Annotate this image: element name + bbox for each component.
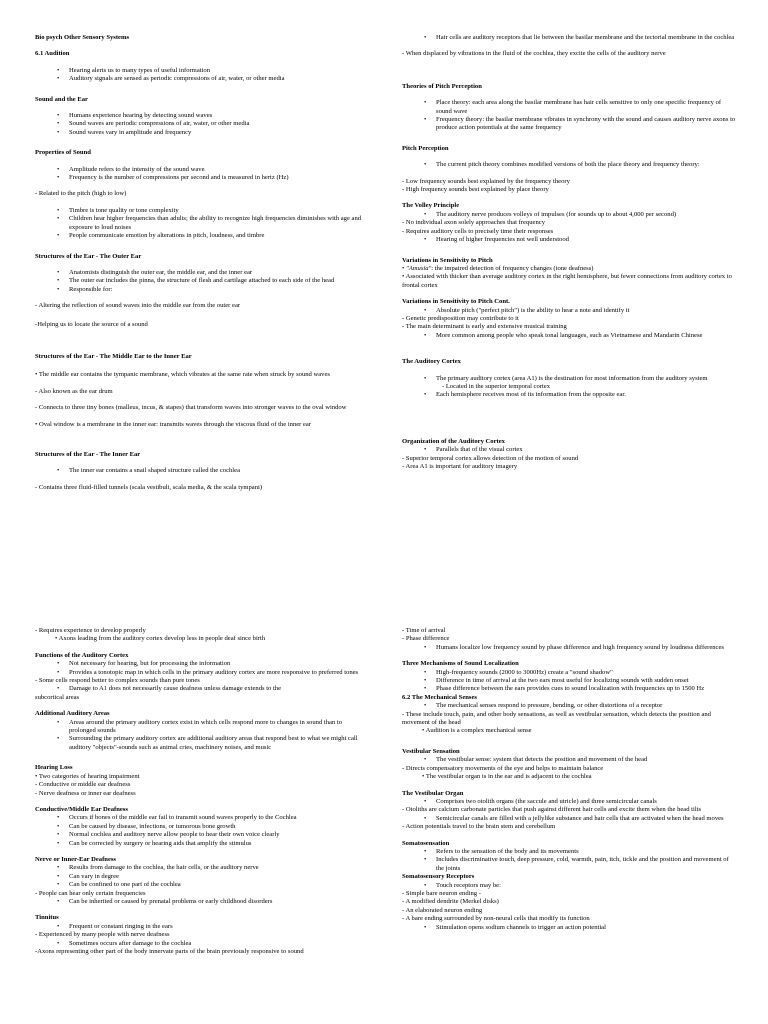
text-line: subcortical areas xyxy=(35,693,80,701)
list-item: • Sound waves are periodic compressions of air, water, or other media xyxy=(35,120,365,128)
text-line: - Related to the pitch (high to low) xyxy=(35,190,127,198)
right-bottom-column xyxy=(402,627,736,932)
text-line: - People can hear only certain frequencies xyxy=(35,889,146,897)
outer-ear-list xyxy=(35,269,365,294)
text-line: - Time of arrival xyxy=(402,627,446,634)
list-item: • Place theory: each area along the basilar membrane has hair cells sensitive to only one specific frequency of sound wave xyxy=(402,99,736,116)
variations-cont-list-2 xyxy=(402,332,736,340)
list-item: • Parallels that of the visual cortex xyxy=(402,446,736,454)
text-line: • Associated with thicker than average auditory cortex in the right hemisphere, but fewer connections from auditory cortex to frontal cortex xyxy=(402,273,732,289)
text-line: - Connects to three tiny bones (malleus, incus, & stapes) that transform waves into stronger waves to the oval window xyxy=(35,404,347,412)
heading-organization: Organization of the Auditory Cortex xyxy=(402,437,505,445)
nerve-list-2 xyxy=(35,898,365,906)
amusia-definition: : the impaired detection of frequency changes (tone deafness) xyxy=(431,264,594,272)
list-item: • Timbre is tone quality or tone complexity xyxy=(35,207,365,215)
heading-variations: Variations in Sensitivity to Pitch xyxy=(402,256,493,264)
text-line: -Axons representing other part of the body innervate parts of the brain previously responsive to sound xyxy=(35,948,304,955)
left-bottom-column xyxy=(35,627,365,956)
text-line: - Genetic predisposition may contribute to it xyxy=(402,314,519,322)
conductive-list xyxy=(35,814,365,848)
heading-inner-ear: Structures of the Ear - The Inner Ear xyxy=(35,450,141,458)
heading-vestibular: Vestibular Sensation xyxy=(402,747,460,755)
heading-additional: Additional Auditory Areas xyxy=(35,710,110,718)
left-top-column xyxy=(35,34,365,492)
vestibular-organ-list-2 xyxy=(402,815,736,823)
cortex-list-2 xyxy=(402,391,736,399)
list-item: • The vestibular sense: system that detects the position and movement of the head xyxy=(402,756,736,764)
list-item: • Refers to the sensation of the body and its movements xyxy=(402,848,736,856)
text-line: • The vestibular organ is in the ear and is adjacent to the cochlea xyxy=(422,773,592,781)
pitch-perception-list xyxy=(402,161,736,169)
list-item: • Includes discriminative touch, deep pressure, cold, warmth, pain, itch, tickle and the position and movement of the joints xyxy=(402,856,736,873)
cortex-list xyxy=(402,375,736,383)
list-item: • Damage to A1 does not necessarily cause deafness unless damage extends to the xyxy=(35,685,365,693)
list-item: • Can vary in degree xyxy=(35,873,365,881)
organization-list xyxy=(402,446,736,454)
receptors-list xyxy=(402,882,736,890)
text-line: - Conductive or middle ear deafness xyxy=(35,781,131,789)
variations-cont-list xyxy=(402,307,736,315)
vestibular-list xyxy=(402,756,736,764)
amusia-term: "Amusia" xyxy=(405,264,432,272)
text-line: - Action potentials travel to the brain stem and cerebellum xyxy=(402,823,556,831)
list-item: • Frequency theory: the basilar membrane vibrates in synchrony with the sound and causes auditory nerve axons to produce action potentials at the same frequency xyxy=(402,116,736,133)
list-item: • More common among people who speak tonal languages, such as Vietnamese and Mandarin Chinese xyxy=(402,332,736,340)
list-item: • Hearing of higher frequencies not well understood xyxy=(402,236,736,244)
list-item: • Normal cochlea and auditory nerve allow people to hear their own voice clearly xyxy=(35,831,365,839)
list-item: • Semicircular canals are filled with a jellylike substance and hair cells that are activated when the head moves xyxy=(402,815,736,823)
text-line: - Contains three fluid-filled tunnels (scala vestibuli, scala media, & the scala tympani) xyxy=(35,483,263,491)
text-line: - Nerve deafness or inner ear deafness xyxy=(35,789,136,797)
list-item: • Each hemisphere receives most of its information from the opposite ear. xyxy=(402,391,736,399)
text-line: - Phase difference xyxy=(402,635,450,643)
pitch-theories-list xyxy=(402,99,736,133)
text-line: - The main determinant is early and extensive musical training xyxy=(402,323,567,331)
heading-hearing-loss: Hearing Loss xyxy=(35,764,73,772)
list-item: • Areas around the primary auditory cortex exist in which cells respond more to changes in sound than to prolonged sounds xyxy=(35,719,365,736)
heading-three-mechanisms: Three Mechanisms of Sound Localization xyxy=(402,660,519,668)
text-line: - High frequency sounds best explained by place theory xyxy=(402,186,549,194)
heading-conductive: Conductive/Middle Ear Deafness xyxy=(35,805,128,813)
inner-ear-list xyxy=(35,467,365,475)
text-line: - A modified dendrite (Merkel disks) xyxy=(402,898,499,906)
list-item: • Frequent or constant ringing in the ears xyxy=(35,923,365,931)
list-item: • Frequency is the number of compressions per second and is measured in hertz (Hz) xyxy=(35,174,365,182)
volley-list-2 xyxy=(402,236,736,244)
list-item: • Children hear higher frequencies than adults; the ability to recognize high frequencies diminishes with age and exposure to loud noises xyxy=(35,215,365,232)
heading-properties: Properties of Sound xyxy=(35,149,91,157)
heading-functions: Functions of the Auditory Cortex xyxy=(35,651,129,659)
text-line: - Altering the reflection of sound waves into the middle ear from the outer ear xyxy=(35,302,241,310)
heading-audition: 6.1 Audition xyxy=(35,50,70,58)
list-item: • Auditory signals are sensed as periodic compressions of air, water, or other media xyxy=(35,75,365,83)
list-item: • Not necessary for hearing, but for processing the information xyxy=(35,660,365,668)
list-item: • Provides a tonotopic map in which cells in the primary auditory cortex are more responsive to preferred tones xyxy=(35,669,365,677)
list-item: • People communicate emotion by alterations in pitch, loudness, and timbre xyxy=(35,232,365,240)
text-line: - Otoliths are calcium carbonate particles that push against different hair cells and excite them when the head tilts xyxy=(402,806,702,814)
list-item: • Humans localize low frequency sound by phase difference and high frequency sound by loudness differences xyxy=(402,644,736,652)
volley-list xyxy=(402,211,736,219)
heading-middle-ear: Structures of the Ear - The Middle Ear to the Inner Ear xyxy=(35,352,192,360)
additional-list xyxy=(35,719,365,753)
list-item: • High-frequency sounds (2000 to 3000Hz) create a "sound shadow" xyxy=(402,669,736,677)
list-item: • Sometimes occurs after damage to the cochlea xyxy=(35,940,365,948)
list-item: • Sound waves vary in amplitude and frequency xyxy=(35,129,365,137)
text-line: - Requires experience to develop properly xyxy=(35,627,146,634)
list-item: • The auditory nerve produces volleys of impulses (for sounds up to about 4,000 per second) xyxy=(402,211,736,219)
list-item: • The mechanical senses respond to pressure, bending, or other distortions of a receptor xyxy=(402,702,736,710)
heading-vestibular-organ: The Vestibular Organ xyxy=(402,789,464,797)
vestibular-organ-list xyxy=(402,798,736,806)
properties-list-2 xyxy=(35,207,365,241)
intro-list xyxy=(402,644,736,652)
heading-somatosensation: Somatosensation xyxy=(402,839,450,847)
text-line: • The middle ear contains the tympanic membrane, which vibrates at the same rate when struck by sound waves xyxy=(35,371,330,379)
somatosensation-list xyxy=(402,848,736,873)
heading-outer-ear: Structures of the Ear - The Outer Ear xyxy=(35,252,142,260)
text-line: • Audition is a complex mechanical sense xyxy=(422,727,532,735)
heading-sound-ear: Sound and the Ear xyxy=(35,95,88,103)
list-item: • Touch receptors may be: xyxy=(402,882,736,890)
list-item: • The primary auditory cortex (area A1) is the destination for most information from the auditory system xyxy=(402,375,736,383)
list-item: • Difference in time of arrival at the two ears most useful for localizing sounds with sudden onset xyxy=(402,677,736,685)
tinnitus-list xyxy=(35,923,365,931)
heading-receptors: Somatosensory Receptors xyxy=(402,873,475,881)
text-line: • Two categories of hearing impairment xyxy=(35,772,140,780)
text-line: - Also known as the ear drum xyxy=(35,387,113,395)
tinnitus-list-2 xyxy=(35,940,365,948)
functions-list-2 xyxy=(35,685,365,693)
right-top-column xyxy=(402,34,736,471)
text-line: - Low frequency sounds best explained by the frequency theory xyxy=(402,177,570,185)
list-item: • Results from damage to the cochlea, the hair cells, or the auditory nerve xyxy=(35,864,365,872)
list-item: • Can be confined to one part of the cochlea xyxy=(35,881,365,889)
three-mechanisms-list xyxy=(402,669,736,694)
list-item: • Anatomists distinguish the outer ear, the middle ear, and the inner ear xyxy=(35,269,365,277)
text-line: - Directs compensatory movements of the eye and helps to maintain balance xyxy=(402,764,604,772)
list-item: • The current pitch theory combines modified versions of both the place theory and frequency theory: xyxy=(402,161,736,169)
text-line: - An elaborated neuron ending xyxy=(402,906,483,914)
heading-pitch-theories: Theories of Pitch Perception xyxy=(402,82,482,90)
properties-list xyxy=(35,166,365,183)
list-item: • Hearing alerts us to many types of useful information xyxy=(35,67,365,75)
text-line: • Oval window is a membrane in the inner ear: transmits waves through the viscous fluid of the inner ear xyxy=(35,420,312,428)
list-item: • Comprises two otolith organs (the saccule and utricle) and three semicircular canals xyxy=(402,798,736,806)
text-line: -Helping us to locate the source of a sound xyxy=(35,320,148,328)
list-item: • Can be corrected by surgery or hearing aids that amplify the stimulus xyxy=(35,840,365,848)
list-item: • Hair cells are auditory receptors that lie between the basilar membrane and the tectorial membrane in the cochlea xyxy=(402,34,736,42)
heading-pitch-perception: Pitch Perception xyxy=(402,144,449,152)
list-item: • Amplitude refers to the intensity of the sound wave xyxy=(35,166,365,174)
sound-ear-list xyxy=(35,112,365,137)
list-item: • Absolute pitch ("perfect pitch") is the ability to hear a note and identify it xyxy=(402,307,736,315)
text-line: - Requires auditory cells to precisely time their responses xyxy=(402,227,554,235)
heading-nerve: Nerve or Inner-Ear Deafness xyxy=(35,855,117,863)
text-line: - When displaced by vibrations in the fluid of the cochlea, they excite the cells of the auditory nerve xyxy=(402,50,666,58)
list-item: • Surrounding the primary auditory cortex are additional auditory areas that respond best to what we might call auditory "objects"-sounds such as animal cries, machinery noises, and music xyxy=(35,735,365,752)
text-line: - Area A1 is important for auditory imagery xyxy=(402,463,518,470)
text-line: • Axons leading from the auditory cortex develop less in people deaf since birth xyxy=(55,635,266,643)
text-line: - A bare ending surrounded by non-neural cells that modify its function xyxy=(402,915,590,923)
amusia-line: • "Amusia": the impaired detection of frequency changes (tone deafness) xyxy=(402,264,594,272)
receptors-list-2 xyxy=(402,924,736,932)
list-item: • The inner ear contains a snail shaped structure called the cochlea xyxy=(35,467,365,475)
list-item: • Responsible for: xyxy=(35,286,365,294)
heading-auditory-cortex: The Auditory Cortex xyxy=(402,358,461,366)
list-item: • The outer ear includes the pinna, the structure of flesh and cartilage attached to each side of the head xyxy=(35,277,365,285)
heading-mechanical: 6.2 The Mechanical Senses xyxy=(402,693,477,701)
text-line: - Some cells respond better to complex sounds than pure tones xyxy=(35,677,200,685)
list-item: • Can be inherited or caused by prenatal problems or early childhood disorders xyxy=(35,898,365,906)
hair-cells-list xyxy=(402,34,736,42)
audition-list xyxy=(35,67,365,84)
list-item: • Stimulation opens sodium channels to trigger an action potential xyxy=(402,924,736,932)
text-line: - Located in the superior temporal cortex xyxy=(442,382,551,390)
heading-tinnitus: Tinnitus xyxy=(35,914,59,922)
nerve-list xyxy=(35,864,365,889)
text-line: - Simple bare neuron ending - xyxy=(402,889,481,897)
mechanical-list xyxy=(402,702,736,710)
list-item: • Phase difference between the ears provides cues to sound localization with frequencies up to 1500 Hz xyxy=(402,685,736,693)
list-item: • Can be caused by disease, infections, or tumorous bone growth xyxy=(35,823,365,831)
document-title: Bio psych Other Sensory Systems xyxy=(35,34,130,41)
text-line: - Superior temporal cortex allows detection of the motion of sound xyxy=(402,454,579,462)
text-line: - No individual axon solely approaches that frequency xyxy=(402,219,546,227)
heading-variations-cont: Variations in Sensitivity to Pitch Cont. xyxy=(402,298,510,306)
list-item: • Occurs if bones of the middle ear fail to transmit sound waves properly to the Cochlea xyxy=(35,814,365,822)
heading-volley: The Volley Principle xyxy=(402,202,460,210)
text-line: - Experienced by many people with nerve deafness xyxy=(35,931,170,939)
list-item: • Humans experience hearing by detecting sound waves xyxy=(35,112,365,120)
functions-list xyxy=(35,660,365,677)
text-line: - These include touch, pain, and other body sensations, as well as vestibular sensation, which detects the position and movement of the head xyxy=(402,710,711,727)
